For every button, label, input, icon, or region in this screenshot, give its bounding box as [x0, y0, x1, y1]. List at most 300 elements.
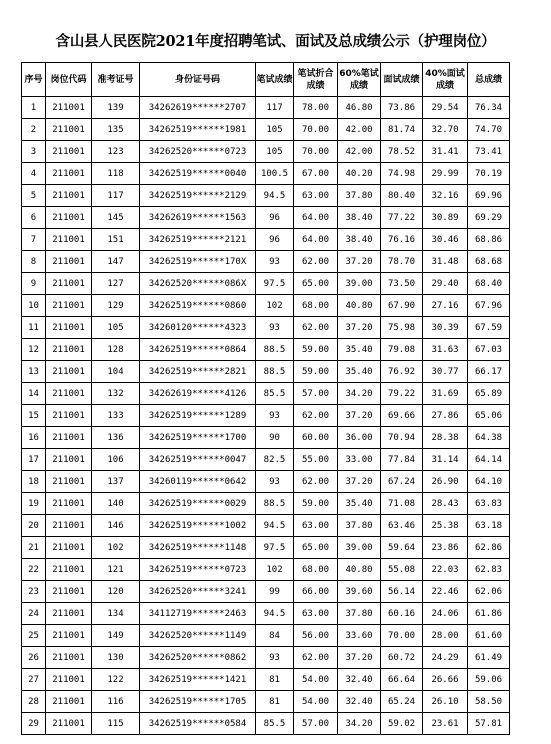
cell-written-converted: 70.00 [294, 141, 338, 163]
cell-seq: 22 [22, 559, 46, 581]
cell-id-no: 34260120******4323 [140, 317, 256, 339]
cell-interview-score: 79.08 [381, 339, 423, 361]
cell-interview-score: 55.08 [381, 559, 423, 581]
cell-post-code: 211001 [46, 163, 92, 185]
cell-post-code: 211001 [46, 669, 92, 691]
cell-ticket-no: 149 [92, 625, 140, 647]
cell-post-code: 211001 [46, 625, 92, 647]
cell-total: 68.68 [468, 251, 510, 273]
cell-interview-40: 27.16 [423, 295, 468, 317]
cell-interview-40: 28.00 [423, 625, 468, 647]
table-row [22, 163, 510, 185]
cell-written-score: 85.5 [256, 713, 294, 735]
cell-written-converted: 62.00 [294, 251, 338, 273]
cell-interview-40: 27.86 [423, 405, 468, 427]
cell-seq: 18 [22, 471, 46, 493]
cell-written-score: 105 [256, 141, 294, 163]
cell-written-60: 37.80 [338, 515, 381, 537]
cell-post-code: 211001 [46, 603, 92, 625]
header-row [22, 63, 510, 97]
cell-total: 73.41 [468, 141, 510, 163]
cell-id-no: 34262520******3241 [140, 581, 256, 603]
cell-total: 62.86 [468, 537, 510, 559]
cell-interview-40: 23.61 [423, 713, 468, 735]
cell-interview-40: 29.40 [423, 273, 468, 295]
table-row [22, 559, 510, 581]
page-title: 含山县人民医院2021年度招聘笔试、面试及总成绩公示（护理岗位） [55, 33, 496, 50]
table-row [22, 537, 510, 559]
table-row [22, 361, 510, 383]
cell-written-60: 32.40 [338, 669, 381, 691]
cell-written-60: 40.20 [338, 163, 381, 185]
cell-written-60: 34.20 [338, 713, 381, 735]
cell-written-60: 39.00 [338, 537, 381, 559]
cell-written-60: 33.60 [338, 625, 381, 647]
cell-interview-score: 80.40 [381, 185, 423, 207]
cell-seq: 15 [22, 405, 46, 427]
cell-total: 59.06 [468, 669, 510, 691]
cell-written-converted: 54.00 [294, 691, 338, 713]
cell-seq: 11 [22, 317, 46, 339]
cell-written-converted: 64.00 [294, 207, 338, 229]
cell-ticket-no: 146 [92, 515, 140, 537]
cell-post-code: 211001 [46, 229, 92, 251]
cell-written-score: 97.5 [256, 273, 294, 295]
cell-ticket-no: 118 [92, 163, 140, 185]
cell-written-converted: 70.00 [294, 119, 338, 141]
cell-seq: 6 [22, 207, 46, 229]
cell-seq: 2 [22, 119, 46, 141]
cell-total: 61.86 [468, 603, 510, 625]
cell-interview-40: 32.16 [423, 185, 468, 207]
cell-written-score: 81 [256, 691, 294, 713]
cell-id-no: 34262519******1705 [140, 691, 256, 713]
cell-post-code: 211001 [46, 295, 92, 317]
col-header-total: 总成绩 [468, 63, 510, 97]
cell-post-code: 211001 [46, 691, 92, 713]
cell-written-converted: 68.00 [294, 295, 338, 317]
cell-written-converted: 55.00 [294, 449, 338, 471]
cell-interview-score: 77.84 [381, 449, 423, 471]
cell-interview-40: 31.48 [423, 251, 468, 273]
cell-written-60: 33.00 [338, 449, 381, 471]
cell-interview-score: 60.72 [381, 647, 423, 669]
table-row [22, 141, 510, 163]
cell-seq: 16 [22, 427, 46, 449]
table-row [22, 251, 510, 273]
cell-interview-40: 26.10 [423, 691, 468, 713]
cell-total: 68.86 [468, 229, 510, 251]
table-row [22, 97, 510, 119]
cell-interview-40: 28.43 [423, 493, 468, 515]
cell-written-converted: 56.00 [294, 625, 338, 647]
cell-total: 64.38 [468, 427, 510, 449]
cell-post-code: 211001 [46, 207, 92, 229]
cell-written-score: 93 [256, 251, 294, 273]
col-header-id-no: 身份证号码 [140, 63, 256, 97]
cell-seq: 26 [22, 647, 46, 669]
cell-written-score: 84 [256, 625, 294, 647]
cell-id-no: 34262519******0860 [140, 295, 256, 317]
cell-written-score: 96 [256, 207, 294, 229]
cell-written-60: 38.40 [338, 207, 381, 229]
cell-interview-40: 24.29 [423, 647, 468, 669]
cell-post-code: 211001 [46, 405, 92, 427]
cell-written-converted: 54.00 [294, 669, 338, 691]
cell-ticket-no: 145 [92, 207, 140, 229]
cell-ticket-no: 151 [92, 229, 140, 251]
cell-ticket-no: 147 [92, 251, 140, 273]
cell-interview-score: 76.92 [381, 361, 423, 383]
cell-total: 67.59 [468, 317, 510, 339]
cell-interview-40: 23.86 [423, 537, 468, 559]
cell-interview-score: 59.02 [381, 713, 423, 735]
cell-ticket-no: 139 [92, 97, 140, 119]
table-row [22, 383, 510, 405]
cell-written-60: 37.20 [338, 405, 381, 427]
cell-written-score: 85.5 [256, 383, 294, 405]
cell-seq: 4 [22, 163, 46, 185]
cell-ticket-no: 115 [92, 713, 140, 735]
table-row [22, 273, 510, 295]
cell-ticket-no: 102 [92, 537, 140, 559]
cell-id-no: 34260119******0642 [140, 471, 256, 493]
cell-seq: 5 [22, 185, 46, 207]
cell-interview-40: 29.99 [423, 163, 468, 185]
cell-written-converted: 62.00 [294, 405, 338, 427]
cell-id-no: 34262519******1148 [140, 537, 256, 559]
cell-id-no: 34262519******1002 [140, 515, 256, 537]
table-row [22, 691, 510, 713]
cell-interview-score: 76.16 [381, 229, 423, 251]
cell-seq: 25 [22, 625, 46, 647]
cell-id-no: 34262519******1981 [140, 119, 256, 141]
cell-interview-score: 79.22 [381, 383, 423, 405]
cell-ticket-no: 133 [92, 405, 140, 427]
cell-post-code: 211001 [46, 559, 92, 581]
col-header-ticket-no: 准考证号 [92, 63, 140, 97]
cell-ticket-no: 120 [92, 581, 140, 603]
cell-id-no: 34262520******0723 [140, 141, 256, 163]
cell-written-converted: 65.00 [294, 537, 338, 559]
results-table [21, 62, 510, 735]
cell-written-converted: 64.00 [294, 229, 338, 251]
cell-post-code: 211001 [46, 493, 92, 515]
cell-seq: 29 [22, 713, 46, 735]
cell-written-60: 35.40 [338, 339, 381, 361]
cell-written-converted: 57.00 [294, 713, 338, 735]
cell-post-code: 211001 [46, 471, 92, 493]
cell-written-score: 93 [256, 405, 294, 427]
cell-written-score: 88.5 [256, 361, 294, 383]
cell-id-no: 34262519******0029 [140, 493, 256, 515]
cell-written-score: 81 [256, 669, 294, 691]
cell-seq: 7 [22, 229, 46, 251]
cell-interview-score: 67.24 [381, 471, 423, 493]
cell-ticket-no: 106 [92, 449, 140, 471]
cell-total: 69.96 [468, 185, 510, 207]
cell-written-score: 94.5 [256, 515, 294, 537]
cell-written-60: 37.20 [338, 251, 381, 273]
cell-interview-score: 70.94 [381, 427, 423, 449]
cell-written-converted: 62.00 [294, 647, 338, 669]
cell-written-converted: 78.00 [294, 97, 338, 119]
cell-total: 70.19 [468, 163, 510, 185]
cell-total: 63.18 [468, 515, 510, 537]
cell-written-60: 37.80 [338, 185, 381, 207]
cell-interview-score: 59.64 [381, 537, 423, 559]
cell-post-code: 211001 [46, 383, 92, 405]
table-row [22, 625, 510, 647]
cell-total: 65.89 [468, 383, 510, 405]
table-body [22, 97, 510, 735]
table-row [22, 515, 510, 537]
cell-ticket-no: 132 [92, 383, 140, 405]
cell-total: 67.96 [468, 295, 510, 317]
cell-id-no: 34262519******1421 [140, 669, 256, 691]
cell-interview-score: 56.14 [381, 581, 423, 603]
cell-total: 63.83 [468, 493, 510, 515]
cell-seq: 19 [22, 493, 46, 515]
table-row [22, 317, 510, 339]
cell-id-no: 34262520******0862 [140, 647, 256, 669]
cell-total: 61.49 [468, 647, 510, 669]
cell-interview-40: 31.14 [423, 449, 468, 471]
cell-seq: 23 [22, 581, 46, 603]
cell-id-no: 34112719******2463 [140, 603, 256, 625]
cell-interview-40: 22.03 [423, 559, 468, 581]
cell-written-60: 40.80 [338, 559, 381, 581]
cell-interview-score: 60.16 [381, 603, 423, 625]
cell-total: 76.34 [468, 97, 510, 119]
cell-ticket-no: 129 [92, 295, 140, 317]
cell-id-no: 34262519******0047 [140, 449, 256, 471]
cell-written-converted: 57.00 [294, 383, 338, 405]
table-row [22, 295, 510, 317]
cell-written-converted: 68.00 [294, 559, 338, 581]
cell-written-score: 97.5 [256, 537, 294, 559]
cell-post-code: 211001 [46, 581, 92, 603]
cell-total: 68.40 [468, 273, 510, 295]
cell-id-no: 34262519******0723 [140, 559, 256, 581]
cell-interview-score: 78.52 [381, 141, 423, 163]
cell-ticket-no: 135 [92, 119, 140, 141]
cell-id-no: 34262519******0864 [140, 339, 256, 361]
cell-written-60: 37.20 [338, 317, 381, 339]
cell-seq: 27 [22, 669, 46, 691]
cell-written-60: 35.40 [338, 493, 381, 515]
cell-written-60: 46.80 [338, 97, 381, 119]
cell-written-score: 82.5 [256, 449, 294, 471]
cell-interview-score: 63.46 [381, 515, 423, 537]
table-row [22, 669, 510, 691]
cell-written-60: 42.00 [338, 119, 381, 141]
cell-interview-score: 71.08 [381, 493, 423, 515]
cell-seq: 14 [22, 383, 46, 405]
cell-written-converted: 63.00 [294, 603, 338, 625]
cell-written-score: 117 [256, 97, 294, 119]
col-header-written-60: 60%笔试成绩 [338, 63, 381, 97]
cell-ticket-no: 104 [92, 361, 140, 383]
col-header-seq: 序号 [22, 63, 46, 97]
cell-id-no: 34262519******1700 [140, 427, 256, 449]
cell-written-converted: 67.00 [294, 163, 338, 185]
cell-post-code: 211001 [46, 515, 92, 537]
cell-written-60: 36.00 [338, 427, 381, 449]
table-row [22, 427, 510, 449]
cell-seq: 12 [22, 339, 46, 361]
cell-interview-score: 69.66 [381, 405, 423, 427]
cell-seq: 1 [22, 97, 46, 119]
col-header-interview-score: 面试成绩 [381, 63, 423, 97]
cell-post-code: 211001 [46, 427, 92, 449]
cell-interview-40: 26.90 [423, 471, 468, 493]
cell-interview-score: 78.70 [381, 251, 423, 273]
cell-ticket-no: 127 [92, 273, 140, 295]
cell-ticket-no: 105 [92, 317, 140, 339]
cell-interview-40: 30.89 [423, 207, 468, 229]
cell-seq: 17 [22, 449, 46, 471]
cell-interview-40: 31.69 [423, 383, 468, 405]
cell-interview-score: 65.24 [381, 691, 423, 713]
cell-ticket-no: 130 [92, 647, 140, 669]
cell-written-60: 32.40 [338, 691, 381, 713]
cell-id-no: 34262619******1563 [140, 207, 256, 229]
cell-id-no: 34262519******2821 [140, 361, 256, 383]
table-row [22, 471, 510, 493]
cell-seq: 9 [22, 273, 46, 295]
cell-id-no: 34262519******2129 [140, 185, 256, 207]
cell-seq: 13 [22, 361, 46, 383]
cell-ticket-no: 140 [92, 493, 140, 515]
cell-ticket-no: 136 [92, 427, 140, 449]
table-row [22, 647, 510, 669]
cell-seq: 21 [22, 537, 46, 559]
cell-interview-40: 30.46 [423, 229, 468, 251]
cell-written-converted: 59.00 [294, 493, 338, 515]
cell-written-60: 40.80 [338, 295, 381, 317]
cell-total: 69.29 [468, 207, 510, 229]
cell-total: 67.03 [468, 339, 510, 361]
cell-written-60: 37.80 [338, 603, 381, 625]
cell-interview-score: 66.64 [381, 669, 423, 691]
cell-interview-40: 22.46 [423, 581, 468, 603]
table-row [22, 581, 510, 603]
cell-interview-40: 31.63 [423, 339, 468, 361]
cell-seq: 20 [22, 515, 46, 537]
cell-written-converted: 66.00 [294, 581, 338, 603]
cell-total: 62.06 [468, 581, 510, 603]
cell-written-60: 37.20 [338, 471, 381, 493]
cell-id-no: 34262520******086X [140, 273, 256, 295]
cell-written-converted: 65.00 [294, 273, 338, 295]
cell-written-60: 34.20 [338, 383, 381, 405]
cell-post-code: 211001 [46, 361, 92, 383]
cell-post-code: 211001 [46, 119, 92, 141]
cell-interview-40: 32.70 [423, 119, 468, 141]
table-row [22, 449, 510, 471]
cell-ticket-no: 123 [92, 141, 140, 163]
cell-total: 65.06 [468, 405, 510, 427]
table-row [22, 603, 510, 625]
cell-interview-score: 73.50 [381, 273, 423, 295]
cell-written-score: 105 [256, 119, 294, 141]
cell-post-code: 211001 [46, 449, 92, 471]
cell-written-converted: 60.00 [294, 427, 338, 449]
cell-written-score: 88.5 [256, 339, 294, 361]
cell-written-converted: 63.00 [294, 185, 338, 207]
cell-written-converted: 62.00 [294, 471, 338, 493]
cell-written-60: 38.40 [338, 229, 381, 251]
cell-interview-40: 24.06 [423, 603, 468, 625]
cell-interview-score: 75.98 [381, 317, 423, 339]
cell-post-code: 211001 [46, 251, 92, 273]
cell-seq: 28 [22, 691, 46, 713]
cell-written-score: 93 [256, 471, 294, 493]
cell-ticket-no: 116 [92, 691, 140, 713]
cell-written-converted: 59.00 [294, 361, 338, 383]
cell-written-60: 35.40 [338, 361, 381, 383]
cell-total: 58.50 [468, 691, 510, 713]
cell-written-converted: 62.00 [294, 317, 338, 339]
cell-written-score: 88.5 [256, 493, 294, 515]
cell-interview-40: 26.66 [423, 669, 468, 691]
cell-written-converted: 63.00 [294, 515, 338, 537]
cell-interview-score: 67.90 [381, 295, 423, 317]
cell-seq: 24 [22, 603, 46, 625]
cell-interview-40: 25.38 [423, 515, 468, 537]
cell-post-code: 211001 [46, 537, 92, 559]
cell-post-code: 211001 [46, 339, 92, 361]
cell-id-no: 34262619******2707 [140, 97, 256, 119]
cell-written-converted: 59.00 [294, 339, 338, 361]
cell-written-60: 37.20 [338, 647, 381, 669]
cell-total: 74.70 [468, 119, 510, 141]
cell-written-score: 102 [256, 559, 294, 581]
cell-post-code: 211001 [46, 185, 92, 207]
cell-total: 61.60 [468, 625, 510, 647]
cell-seq: 3 [22, 141, 46, 163]
cell-seq: 8 [22, 251, 46, 273]
cell-written-score: 94.5 [256, 185, 294, 207]
col-header-interview-40: 40%面试成绩 [423, 63, 468, 97]
cell-total: 62.83 [468, 559, 510, 581]
cell-id-no: 34262520******1149 [140, 625, 256, 647]
cell-total: 57.81 [468, 713, 510, 735]
cell-written-score: 99 [256, 581, 294, 603]
cell-written-score: 102 [256, 295, 294, 317]
cell-id-no: 34262519******1289 [140, 405, 256, 427]
cell-post-code: 211001 [46, 141, 92, 163]
cell-interview-40: 29.54 [423, 97, 468, 119]
col-header-written-converted: 笔试折合成绩 [294, 63, 338, 97]
cell-written-60: 42.00 [338, 141, 381, 163]
cell-interview-40: 31.41 [423, 141, 468, 163]
cell-post-code: 211001 [46, 97, 92, 119]
cell-total: 66.17 [468, 361, 510, 383]
cell-ticket-no: 117 [92, 185, 140, 207]
cell-ticket-no: 128 [92, 339, 140, 361]
cell-interview-40: 28.38 [423, 427, 468, 449]
cell-id-no: 34262519******170X [140, 251, 256, 273]
cell-interview-score: 73.86 [381, 97, 423, 119]
cell-written-score: 100.5 [256, 163, 294, 185]
cell-post-code: 211001 [46, 317, 92, 339]
cell-interview-40: 30.77 [423, 361, 468, 383]
cell-written-score: 93 [256, 647, 294, 669]
cell-id-no: 34262519******2121 [140, 229, 256, 251]
cell-id-no: 34262519******0040 [140, 163, 256, 185]
